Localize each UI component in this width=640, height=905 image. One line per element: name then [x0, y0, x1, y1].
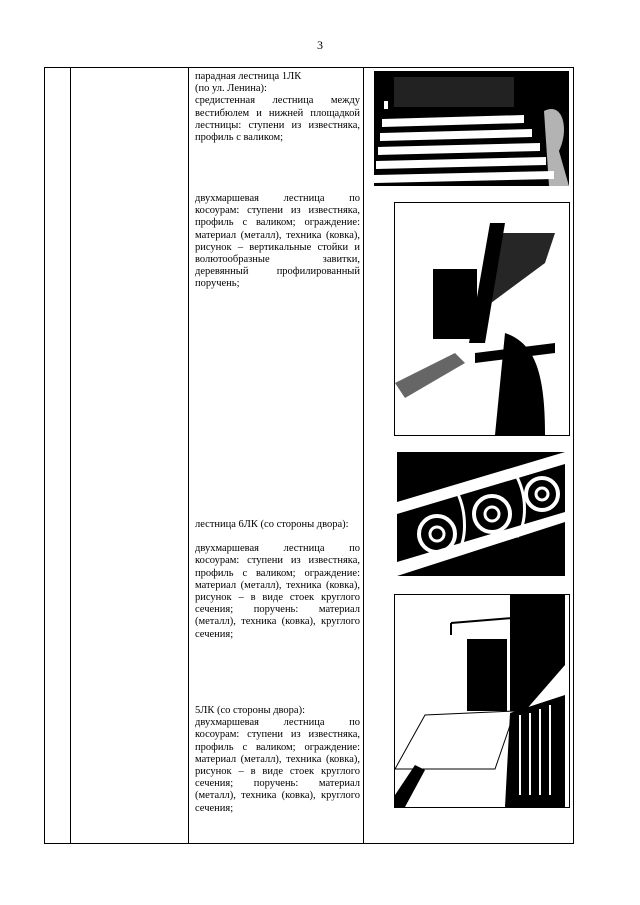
column-divider: [363, 68, 364, 843]
document-table: [44, 67, 574, 844]
column-divider: [188, 68, 189, 843]
section-main-staircase: [195, 71, 360, 144]
section-text: двухмаршевая лестница по косоурам: ступени из известняка, профиль с валиком; ограждение: материал (металл), техника (ковка), рисунок – в виде стоек круглого сечения; поручень: материал (металл), техника (ковка), круглого сечения;: [195, 543, 360, 640]
section-title: 5ЛК (со стороны двора):: [195, 705, 305, 716]
photo-two-flight-staircase: [394, 202, 570, 436]
section-title: парадная лестница 1ЛК: [195, 71, 302, 82]
photo-stick-railing-staircase: [394, 594, 570, 808]
photo-limestone-steps: [374, 71, 569, 186]
section-title: лестница 6ЛК (со стороны двора):: [195, 519, 349, 530]
section-text: средистенная лестница между вестибюлем и нижней площадкой лестницы: ступени из известняка, профиль с валиком;: [195, 95, 360, 144]
photo-ornamental-railing: [397, 452, 565, 576]
section-staircase-5lk: [195, 705, 360, 815]
section-subtitle: (по ул. Ленина):: [195, 83, 267, 95]
section-two-flight-staircase: [195, 193, 360, 291]
section-text: двухмаршевая лестница по косоурам: ступени из известняка, профиль с валиком; ограждение: материал (металл), техника (ковка), рисунок – в виде стоек круглого сечения; поручень: материал (металл), техника (ковка), круглого сечения;: [195, 717, 360, 814]
spacer: [195, 531, 360, 543]
page-number: 3: [317, 38, 323, 52]
section-text: двухмаршевая лестница по косоурам: ступени из известняка, профиль с валиком; ограждение: материал (металл), техника (ковка), рисунок – вертикальные стойки и волютообразные завитки, деревянный профилированный поручень;: [195, 193, 360, 290]
section-staircase-6lk: [195, 519, 360, 641]
column-divider: [70, 68, 71, 843]
